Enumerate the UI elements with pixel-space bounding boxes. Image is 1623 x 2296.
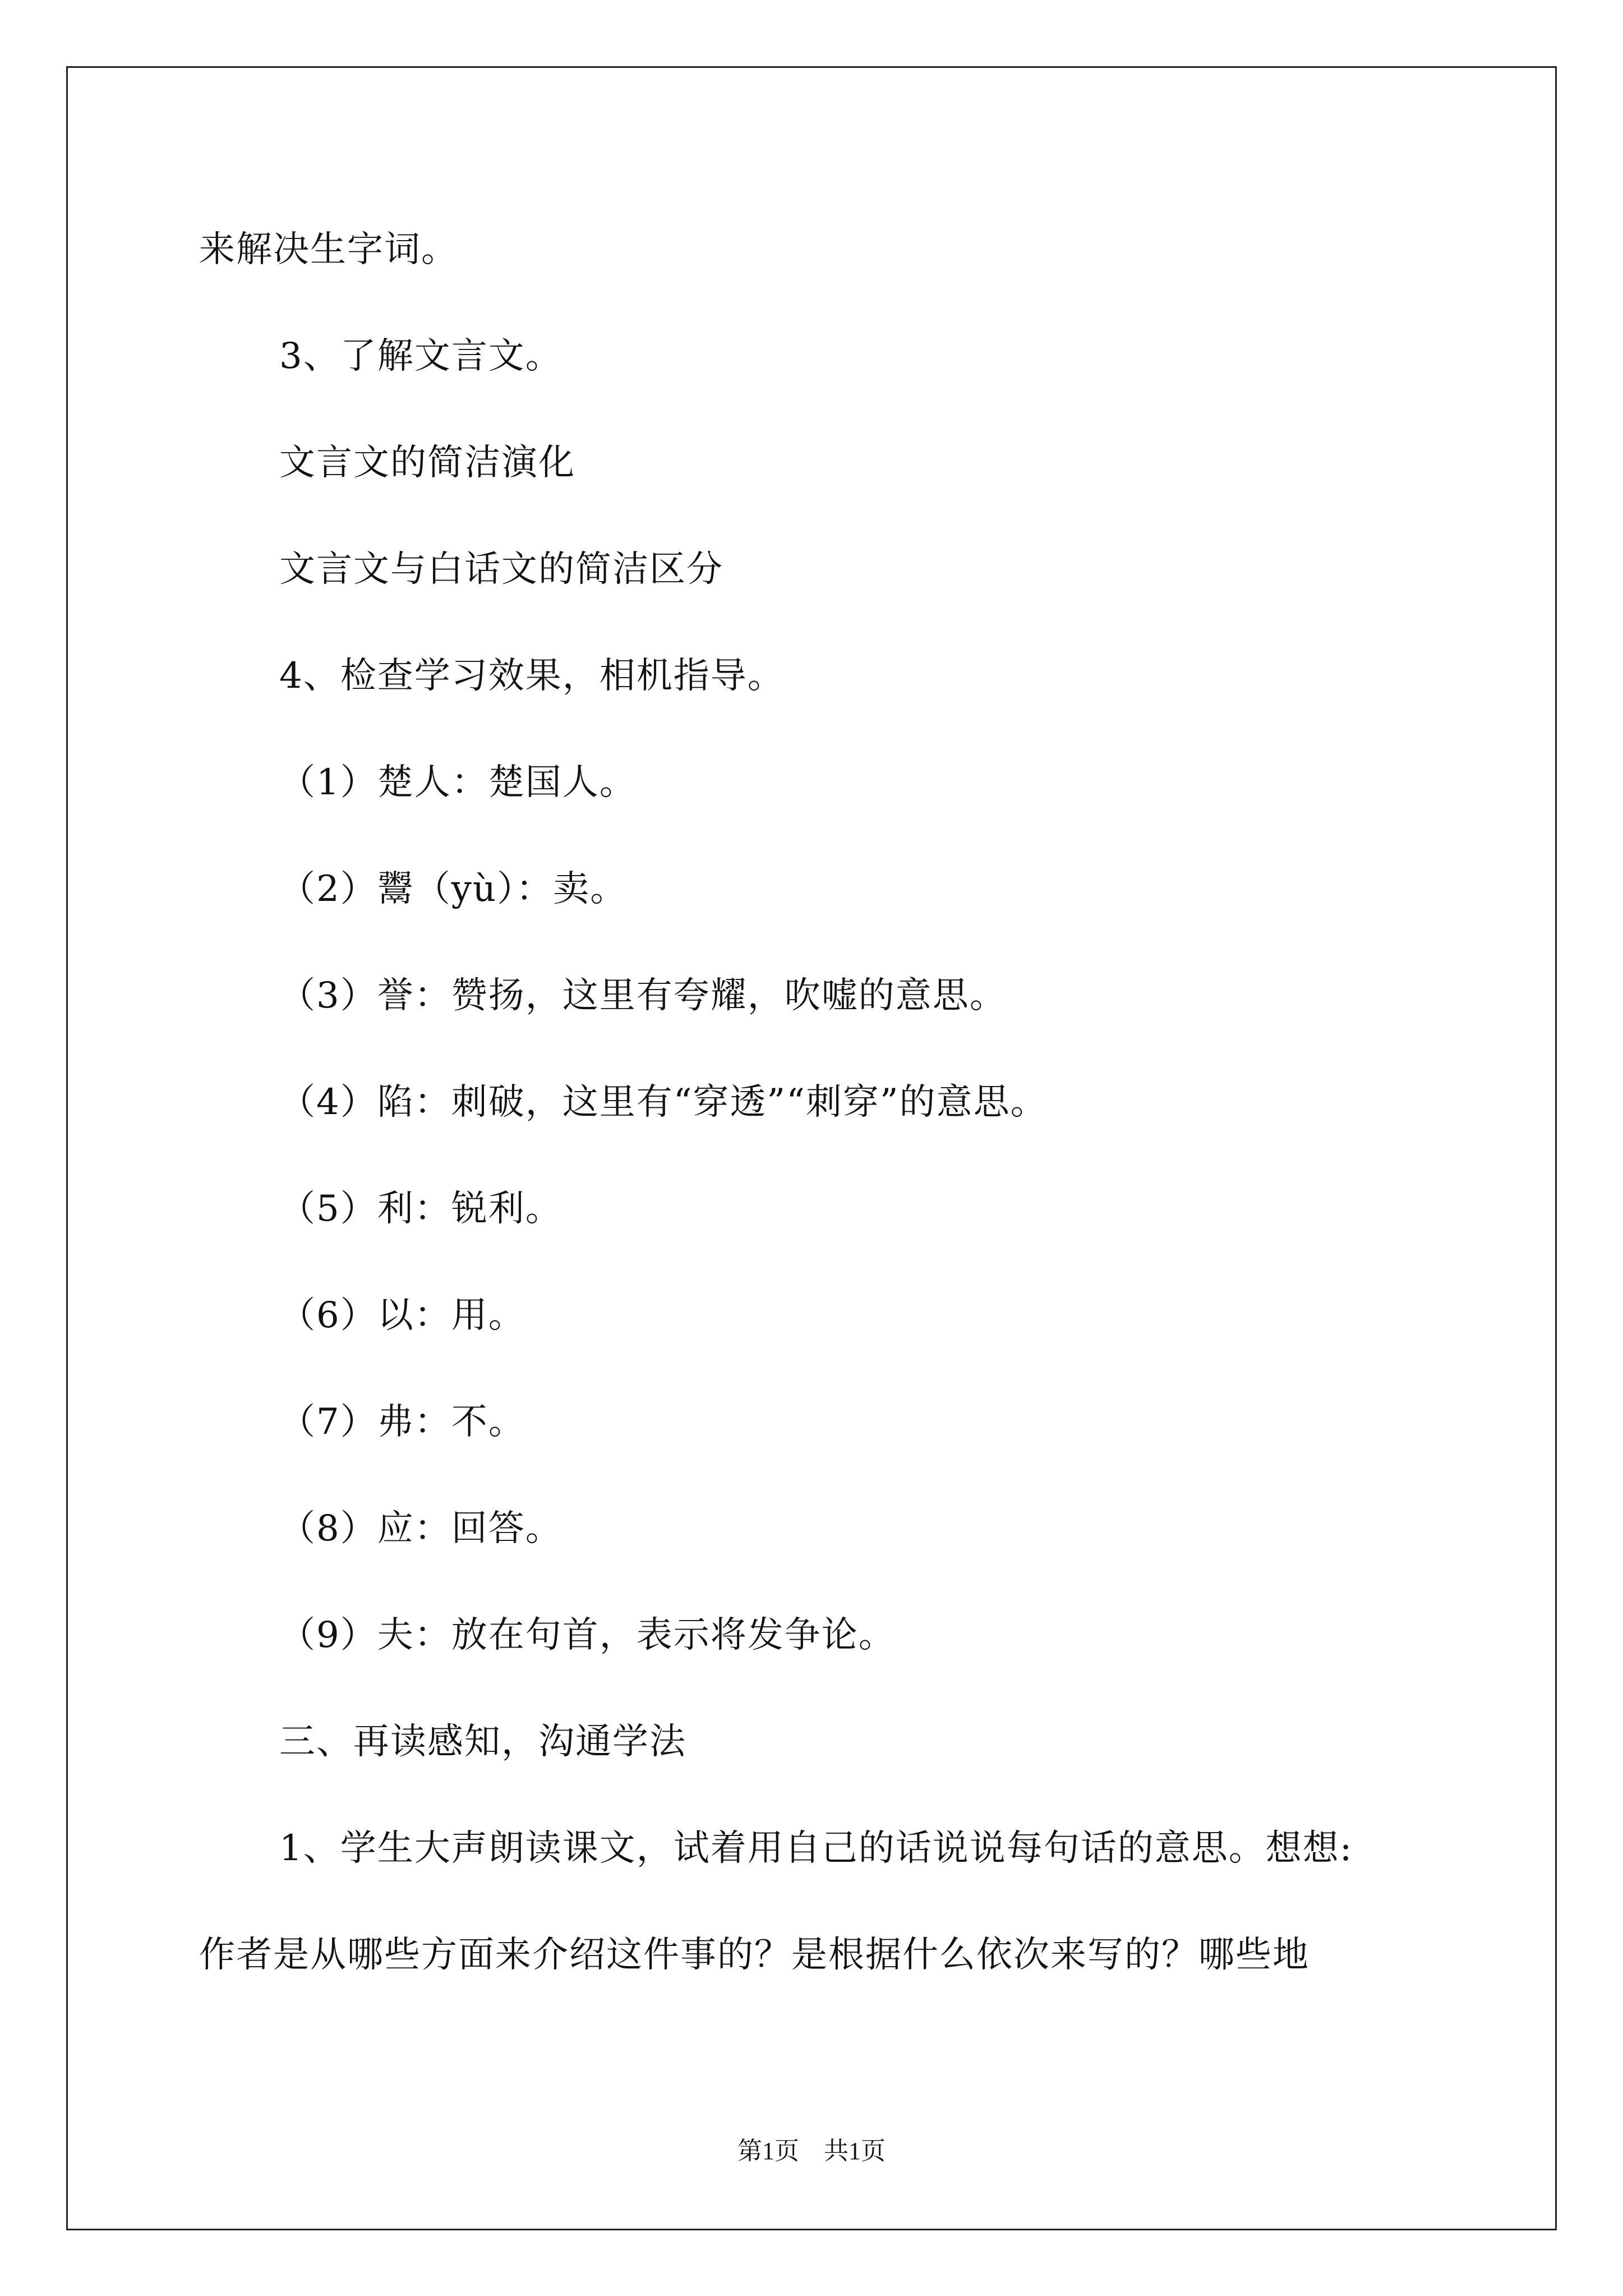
text-line: （9）夫：放在句首，表示将发争论。 (279, 1614, 896, 1656)
text-line: （6）以：用。 (279, 1295, 525, 1336)
text-line: （2）鬻（yù）：卖。 (279, 868, 628, 910)
page-footer: 第1页 共1页 (737, 2137, 886, 2165)
text-line: 文言文与白话文的简洁区分 (279, 549, 723, 590)
text-line: （5）利：锐利。 (279, 1188, 562, 1230)
text-line: 来解决生字词。 (199, 229, 458, 270)
text-line: 三、再读感知，沟通学法 (279, 1721, 686, 1763)
text-line: 作者是从哪些方面来介绍这件事的？是根据什么依次来写的？哪些地 (199, 1934, 1310, 1976)
text-line: 1、学生大声朗读课文，试着用自己的话说说每句话的意思。想想: (279, 1828, 1353, 1869)
text-line: 4、检查学习效果，相机指导。 (279, 655, 785, 697)
text-line: （8）应：回答。 (279, 1508, 562, 1549)
text-line: （3）誉：赞扬，这里有夸耀，吹嘘的意思。 (279, 975, 1007, 1016)
text-line: 3、了解文言文。 (279, 335, 562, 377)
text-line: （1）楚人：楚国人。 (279, 762, 637, 803)
text-line: （4）陷：刺破，这里有“穿透”“刺穿”的意思。 (279, 1082, 1048, 1123)
text-line: 文言文的简洁演化 (279, 442, 575, 484)
text-line: （7）弗：不。 (279, 1401, 525, 1443)
